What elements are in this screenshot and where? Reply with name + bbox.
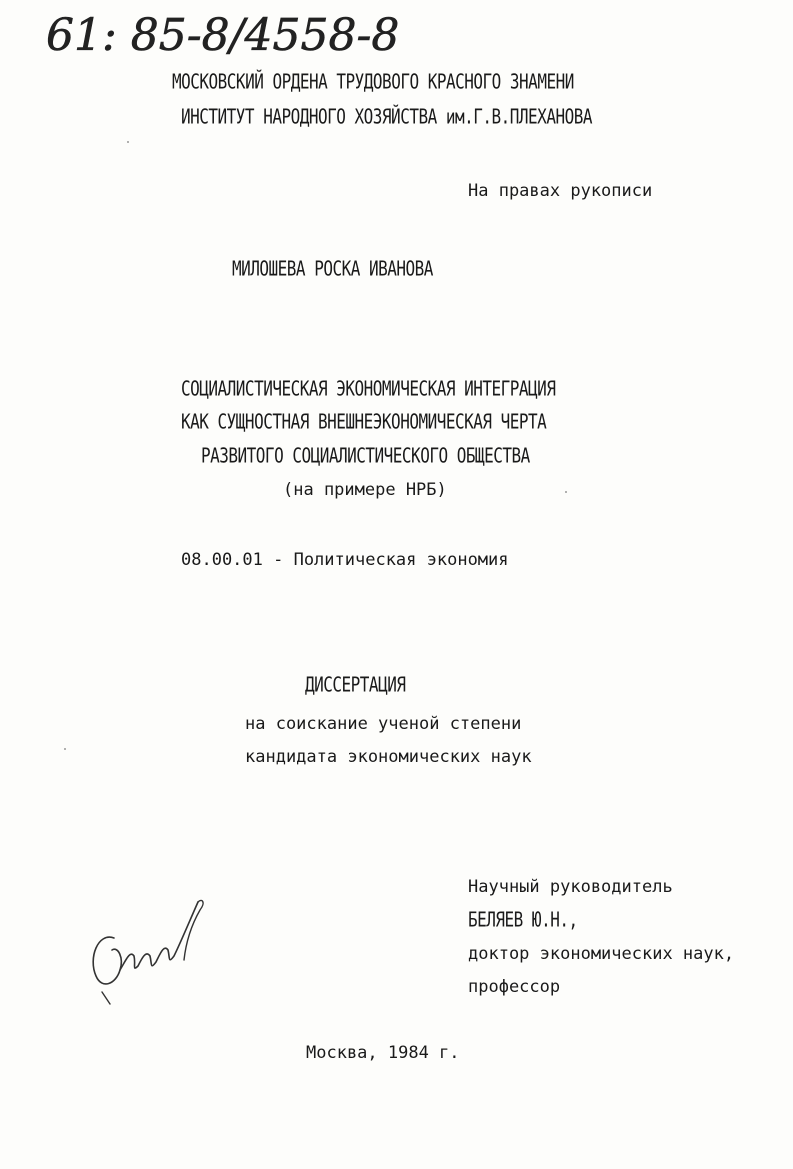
title-line-4: (на примере НРБ): [283, 480, 447, 500]
supervisor-line-4: профессор: [468, 977, 561, 997]
supervisor-line-3: доктор экономических наук,: [468, 944, 735, 964]
supervisor-line-2: БЕЛЯЕВ Ю.Н.,: [468, 907, 578, 932]
manuscript-note: На правах рукописи: [468, 181, 653, 201]
institution-line-2: ИНСТИТУТ НАРОДНОГО ХОЗЯЙСТВА им.Г.В.ПЛЕХАНОВА: [181, 104, 592, 129]
institution-line-1: МОСКОВСКИЙ ОРДЕНА ТРУДОВОГО КРАСНОГО ЗНАМЕНИ: [172, 69, 574, 94]
title-line-3: РАЗВИТОГО СОЦИАЛИСТИЧЕСКОГО ОБЩЕСТВА: [201, 443, 530, 468]
handwritten-signature: [80, 880, 220, 1020]
title-line-2: КАК СУЩНОСТНАЯ ВНЕШНЕЭКОНОМИЧЕСКАЯ ЧЕРТА: [181, 409, 547, 434]
place-and-year: Москва, 1984 г.: [306, 1043, 460, 1063]
handwritten-archive-number: [40, 0, 440, 64]
work-type-line-2: кандидата экономических наук: [245, 747, 532, 767]
scan-speck: [64, 748, 66, 750]
title-line-1: СОЦИАЛИСТИЧЕСКАЯ ЭКОНОМИЧЕСКАЯ ИНТЕГРАЦИЯ: [181, 376, 556, 401]
author-name: МИЛОШЕВА РОСКА ИВАНОВА: [232, 256, 433, 281]
archive-number-text: 61: 85-8/4558-8: [46, 10, 400, 61]
work-type-line-1: на соискание ученой степени: [245, 714, 522, 734]
scan-speck: [565, 491, 567, 493]
supervisor-line-1: Научный руководитель: [468, 877, 673, 897]
scan-speck: [127, 141, 129, 143]
specialty-code: 08.00.01 - Политическая экономия: [181, 550, 509, 570]
work-type-heading: ДИССЕРТАЦИЯ: [305, 672, 406, 697]
